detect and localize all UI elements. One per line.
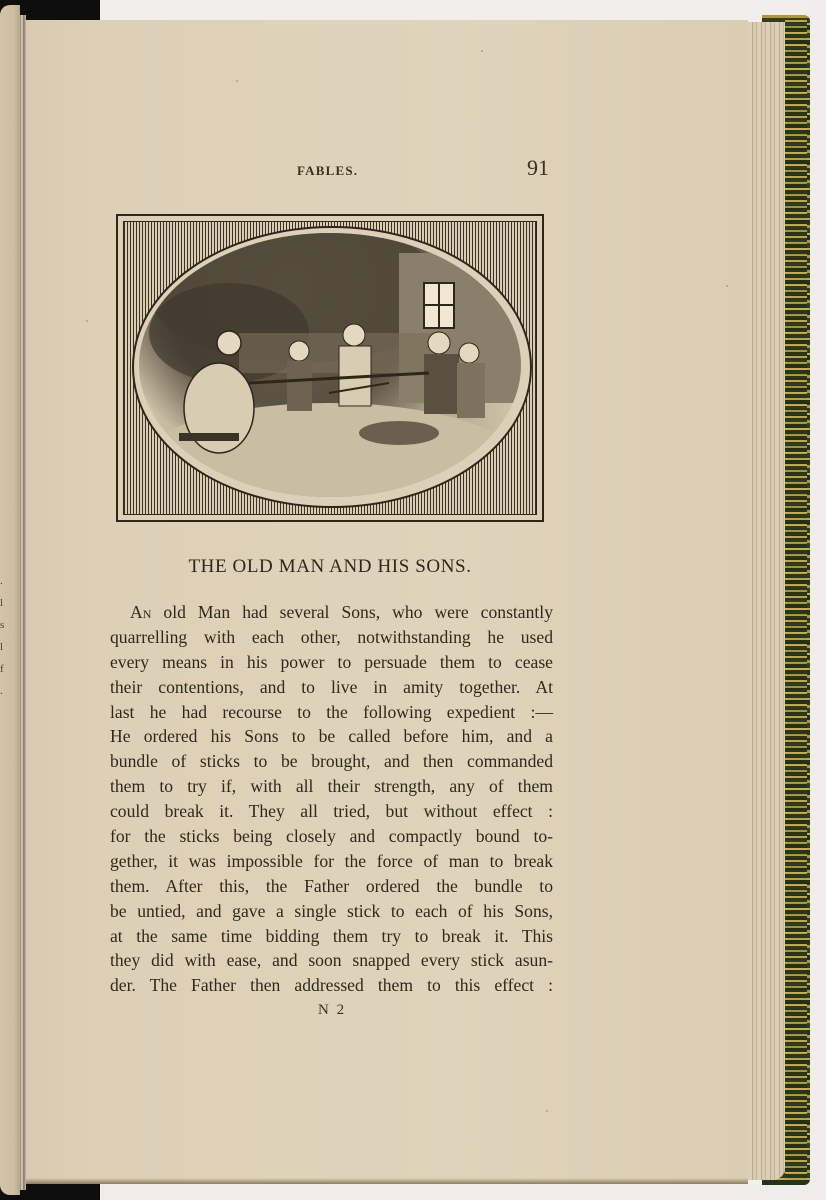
running-head bbox=[0, 155, 826, 185]
illustration-scene bbox=[139, 233, 521, 497]
body-line: for the sticks being closely and compactly bound to- bbox=[110, 826, 553, 847]
background-white-top bbox=[100, 0, 826, 20]
dropcap-opening-word: An bbox=[130, 602, 152, 622]
body-line bbox=[110, 600, 553, 625]
margin-mark: . bbox=[0, 685, 3, 697]
body-line: them. After this, the Father ordered the bundle to bbox=[110, 875, 553, 896]
body-line: gether, it was impossible for the force of man to break bbox=[110, 850, 553, 871]
body-line: quarrelling with each other, notwithstanding he used bbox=[110, 626, 553, 647]
body-line: they did with ease, and soon snapped every stick asun- bbox=[110, 950, 553, 971]
body-line: at the same time bidding them try to break it. This bbox=[110, 925, 553, 946]
page-number: 91 bbox=[527, 155, 549, 180]
body-line: their contentions, and to live in amity together. At bbox=[110, 676, 553, 697]
body-line: every means in his power to persuade them to cease bbox=[110, 651, 553, 672]
body-line: bundle of sticks to be brought, and then commanded bbox=[110, 751, 553, 772]
body-line: last he had recourse to the following expedient :— bbox=[110, 701, 553, 722]
margin-mark: . bbox=[0, 575, 3, 587]
body-line: them to try if, with all their strength, any of them bbox=[110, 776, 553, 797]
margin-mark: l bbox=[0, 641, 4, 653]
margin-mark: f bbox=[0, 663, 4, 675]
background-white-bottom bbox=[100, 1184, 826, 1200]
body-line: be untied, and gave a single stick to each of his Sons, bbox=[110, 900, 553, 921]
woodcut-scene-icon bbox=[139, 233, 521, 497]
body-line-text: old Man had several Sons, who were constantly bbox=[163, 602, 553, 622]
running-title: FABLES. bbox=[297, 163, 359, 178]
body-line: could break it. They all tried, but without effect : bbox=[110, 801, 553, 822]
story-body bbox=[110, 600, 553, 998]
body-line: der. The Father then addressed them to this effect : bbox=[110, 975, 553, 996]
story-title: THE OLD MAN AND HIS SONS. bbox=[188, 556, 472, 577]
margin-mark: s bbox=[0, 619, 5, 631]
body-line: He ordered his Sons to be called before him, and a bbox=[110, 726, 553, 747]
margin-mark: l bbox=[0, 597, 4, 609]
woodcut-illustration bbox=[116, 214, 544, 522]
facing-page-margin-marks bbox=[0, 570, 14, 702]
printer-signature-mark: N 2 bbox=[318, 1002, 347, 1018]
gilt-binding-pattern bbox=[785, 20, 807, 1180]
